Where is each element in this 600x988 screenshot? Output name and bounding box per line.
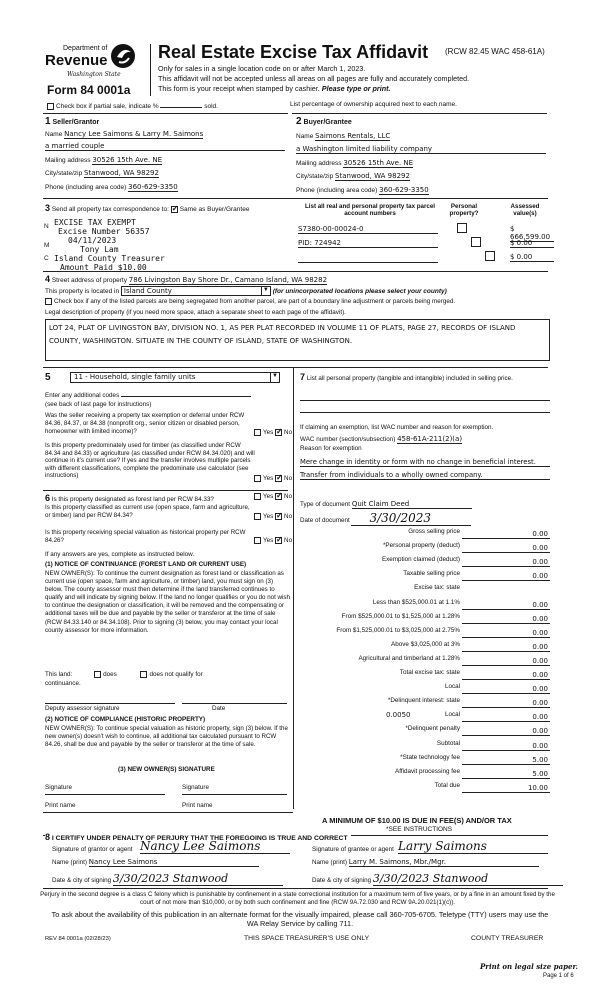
tax-row-value[interactable]: 5.00 bbox=[532, 755, 548, 764]
seller-heading: 1 Seller/Grantor bbox=[45, 116, 100, 127]
tax-row-value[interactable]: 0.00 bbox=[532, 685, 548, 694]
if-yes-note: If any answers are yes, complete as instructed below. bbox=[45, 551, 195, 558]
local-rate: 0.0050 bbox=[386, 711, 411, 719]
tax-row-value[interactable]: 0.00 bbox=[532, 741, 548, 750]
tax-row-value[interactable]: 0.00 bbox=[532, 572, 548, 581]
parcel-number-2[interactable]: PID: 724942 bbox=[298, 239, 438, 248]
partial-sale-checkbox[interactable] bbox=[47, 103, 54, 110]
historic-no-checkbox[interactable] bbox=[275, 537, 282, 544]
tax-row-label: *State technology fee bbox=[400, 753, 460, 761]
minimum-due: A MINIMUM OF $10.00 IS DUE IN FEE(S) AND/OR TAX bbox=[322, 816, 512, 825]
notice3-title: (3) NEW OWNER(S) SIGNATURE bbox=[118, 766, 215, 773]
tax-row-label: Gross selling price bbox=[408, 528, 460, 535]
grantor-printed-name[interactable]: Nancy Lee Saimons bbox=[89, 858, 259, 867]
alt-format-note: To ask about the availability of this publication in an alternate format for the visually impaired, please call 360-705-6705. Teletype (TTY) users may use the WA Relay Service by calling 711. bbox=[51, 910, 549, 928]
tax-row bbox=[300, 641, 550, 652]
tax-row-value[interactable]: 0.00 bbox=[532, 671, 548, 679]
county-treasurer: COUNTY TREASURER bbox=[471, 935, 544, 942]
codes-note: (see back of last page for instructions) bbox=[45, 401, 152, 408]
grantee-signature[interactable]: Larry Saimons bbox=[398, 839, 548, 854]
exemption-note: If claiming an exemption, list WAC number and reason for exemption. bbox=[300, 424, 494, 431]
sec6-q1-answer: Yes ✓ No bbox=[254, 493, 292, 500]
tax-row-value[interactable]: 0.00 bbox=[532, 727, 548, 736]
tax-row-label: Exemption claimed (deduct) bbox=[381, 556, 460, 564]
q1-no-checkbox[interactable] bbox=[275, 429, 282, 436]
buyer-city-row: City/state/zip Stanwood, WA 98292 bbox=[296, 172, 410, 180]
historic-yes-checkbox[interactable] bbox=[254, 537, 261, 544]
seller-name2[interactable]: a married couple bbox=[45, 142, 285, 151]
tax-row-label: Above $3,025,000 at 3% bbox=[391, 640, 460, 648]
partial-sale-row: Check box if partial sale, indicate % sold. bbox=[47, 103, 218, 110]
buyer-name[interactable]: Saimons Rentals, LLC bbox=[315, 132, 391, 140]
assessed-value-2[interactable]: $ 0.00 bbox=[510, 239, 554, 248]
grantee-date-city[interactable]: 3/30/2023 Stanwood bbox=[373, 872, 563, 886]
seller-mail-row: Mailing address 30526 15th Ave. NE bbox=[45, 156, 163, 164]
tax-row bbox=[300, 669, 550, 680]
current-use-no-checkbox[interactable] bbox=[275, 513, 282, 520]
deputy-date-label: Date bbox=[212, 705, 226, 712]
tax-row-value[interactable]: 0.00 bbox=[532, 713, 548, 722]
notice1-text: NEW OWNER(S): To continue the current designation as forest land or classification as current use (open space, farm and agriculture, or timber) land, you must sign on (3) below. The county assessor must then determine if the land transferred continues to qualify and will indicate by signing below. If the land no longer qualifies or you do not wish to continue the designation or classification, it will be removed and the compensating or additional taxes will be due and payable by the seller or transferor at the time of sale (RCW 84.33.140 or 84.34.108). Prior to signing (3) below, you may contact your local county assessor for more information. bbox=[45, 570, 290, 634]
tax-row-label: *Delinquent penalty bbox=[405, 725, 460, 733]
doc-date-row: Date of document 3/30/2023 bbox=[300, 511, 471, 526]
sec6-q2-answer: Yes ✓ No bbox=[254, 513, 292, 520]
tax-row-label: Excise tax: state bbox=[414, 584, 460, 592]
tax-row bbox=[300, 584, 550, 595]
tax-row-label: Taxable selling price bbox=[403, 570, 460, 578]
new-owner-sig-labels: Signature Signature bbox=[45, 784, 209, 791]
grantor-signature[interactable]: Nancy Lee Saimons bbox=[140, 839, 290, 854]
tax-row bbox=[300, 627, 550, 638]
buyer-phone[interactable]: 360-629-3350 bbox=[379, 186, 429, 194]
tax-row bbox=[300, 754, 550, 765]
see-instructions: *SEE INSTRUCTIONS bbox=[386, 826, 453, 833]
tax-row bbox=[300, 528, 550, 539]
reason-line1[interactable]: Mere change in identity or form with no change in beneficial interest. bbox=[300, 458, 536, 466]
tax-row-label: From $525,000.01 to $1,525,000 at 1.28% bbox=[341, 612, 460, 620]
parcel-number-1[interactable]: S7380-00-00024-0 bbox=[298, 225, 438, 234]
perjury-note: Perjury in the second degree is a class C felony which is punishable by confinement in a state correctional institution for a maximum term of five years, or by a fine in an amount fixed by the court of not more than $10,000, or by both such confinement and fine (RCW 9A.72.030 and RCW 9A.20.021(1)(c)). bbox=[40, 891, 555, 906]
wac-number[interactable]: 458-61A-211(2)(a) bbox=[397, 435, 463, 443]
dept-logo-text: Revenue bbox=[45, 52, 108, 69]
dept-state: Washington State bbox=[67, 71, 121, 78]
tax-row-value[interactable]: 0.00 bbox=[532, 656, 548, 665]
document-type[interactable]: Quit Claim Deed bbox=[352, 500, 472, 509]
q2-no-checkbox[interactable] bbox=[275, 475, 282, 482]
sec5-q1: Was the seller receiving a property tax exemption or deferral under RCW 84.36, 84.37, or 84.38 (nonprofit org., senior citizen or disabled person, homeowner with limited income)? bbox=[45, 412, 245, 435]
buyer-mail-row: Mailing address 30526 15th Ave. NE bbox=[296, 159, 414, 167]
grantor-sig-row: Signature of grantor or agent bbox=[52, 846, 133, 853]
tax-row bbox=[300, 599, 550, 610]
dropdown-arrow-icon: ▼ bbox=[270, 373, 279, 382]
tax-row-value[interactable]: 0.00 bbox=[532, 614, 548, 623]
grantee-name-row: Name (print) Larry M. Saimons, Mbr./Mgr. bbox=[312, 858, 539, 867]
rev-number: REV 84 0001a (02/28/23) bbox=[45, 936, 111, 942]
county-select[interactable]: Island County ▼ bbox=[121, 286, 271, 296]
section3-left-letters: N M C bbox=[44, 223, 50, 262]
seller-name[interactable]: Nancy Lee Saimons & Larry M. Saimons bbox=[64, 130, 204, 138]
q1-yes-checkbox[interactable] bbox=[254, 429, 261, 436]
document-date[interactable]: 3/30/2023 bbox=[351, 511, 471, 526]
tax-row-label: *Personal property (deduct) bbox=[382, 542, 460, 550]
tax-row-value[interactable]: 0.00 bbox=[532, 600, 548, 609]
legal-label: Legal description of property (if you need more space, attach a separate sheet to each page of the affidavit). bbox=[45, 309, 346, 316]
tax-row bbox=[300, 711, 550, 722]
sec6-q1: 6 Is this property designated as forest land per RCW 84.33? bbox=[45, 493, 214, 503]
certify-statement: 8 I CERTIFY UNDER PENALTY OF PERJURY THAT THE FOREGOING IS TRUE AND CORRECT bbox=[45, 832, 351, 842]
tax-row-value[interactable]: 0.00 bbox=[532, 699, 548, 708]
land-does-not-checkbox[interactable] bbox=[140, 671, 147, 678]
buyer-name2[interactable]: a Washington limited liability company bbox=[296, 145, 546, 154]
tax-row bbox=[300, 556, 550, 567]
tax-row-label: Subtotal bbox=[436, 739, 460, 747]
treasurer-space: THIS SPACE TREASURER'S USE ONLY bbox=[244, 935, 370, 942]
form-rcw: (RCW 82.45 WAC 458-61A) bbox=[445, 47, 545, 56]
grantee-printed-name[interactable]: Larry M. Saimons, Mbr./Mgr. bbox=[349, 858, 539, 867]
current-use-yes-checkbox[interactable] bbox=[254, 513, 261, 520]
use-code-select[interactable]: 11 - Household, single family units ▼ bbox=[70, 372, 280, 383]
tax-row-label: Agricultural and timberland at 1.28% bbox=[358, 654, 460, 662]
grantor-date-city[interactable]: 3/30/2023 Stanwood bbox=[113, 872, 283, 886]
page-number: Page 1 of 6 bbox=[543, 973, 574, 979]
tax-row-value[interactable]: 0.00 bbox=[532, 642, 548, 651]
segregated-row: Check box if any of the listed parcels are being segregated from another parcel, are part of a boundary line adjustment or parcels being merged. bbox=[45, 298, 455, 305]
grantee-date-row: Date & city of signing 3/30/2023 Stanwood bbox=[312, 872, 563, 886]
sec5-q2-answer: Yes ✓ No bbox=[254, 475, 292, 482]
dept-line1: Department of bbox=[63, 45, 108, 52]
tax-row-label: Local bbox=[444, 683, 460, 691]
tax-row-value[interactable]: 0.00 bbox=[532, 628, 548, 637]
street-address[interactable]: 786 Livingston Bay Shore Dr., Camano Island, WA 98282 bbox=[128, 276, 328, 284]
sec6-q3: Is this property receiving special valuation as historical property per RCW 84.26? bbox=[45, 529, 246, 544]
buyer-heading: 2 Buyer/Grantee bbox=[296, 116, 352, 127]
segregated-checkbox[interactable] bbox=[45, 298, 52, 305]
form-number: Form 84 0001a bbox=[47, 83, 131, 97]
buyer-mail[interactable]: 30526 15th Ave. NE bbox=[343, 159, 414, 167]
ownership-note: List percentage of ownership acquired next to each name. bbox=[290, 101, 457, 108]
personal-checkbox-3[interactable] bbox=[485, 251, 495, 261]
notice2-text: NEW OWNER(S): To continue special valuation as historic property, sign (3) below. If the new owner(s) doesn't wish to continue, all additional tax calculated pursuant to RCW 84.26, shall be due and payable by the seller or transferor at the time of sale. bbox=[45, 725, 288, 749]
grantor-name-row: Name (print) Nancy Lee Saimons bbox=[52, 858, 259, 867]
tax-row bbox=[300, 613, 550, 624]
sec5-q1-answer: Yes ✓ No bbox=[254, 429, 292, 436]
tax-row bbox=[300, 683, 550, 694]
grantee-sig-row: Signature of grantee or agent bbox=[312, 846, 394, 853]
tax-row bbox=[300, 782, 550, 793]
seller-mail[interactable]: 30526 15th Ave. NE bbox=[92, 156, 163, 164]
tax-row-label: Local bbox=[444, 711, 460, 719]
street-row: 4 Street address of property 786 Livingston Bay Shore Dr., Camano Island, WA 98282 bbox=[45, 274, 328, 284]
tax-row-value[interactable]: 5.00 bbox=[532, 769, 548, 778]
header-line1: Only for sales in a single location code on or after March 1, 2023. bbox=[158, 64, 366, 73]
tax-row-value[interactable]: 0.00 bbox=[532, 558, 548, 567]
forest-yes-checkbox[interactable] bbox=[254, 493, 261, 500]
tax-row bbox=[300, 740, 550, 751]
tax-row-label: From $1,525,000.01 to $3,025,000 at 2.75% bbox=[336, 626, 460, 634]
tax-row bbox=[300, 655, 550, 666]
tax-row-label: Affidavit processing fee bbox=[395, 767, 460, 775]
tax-row-label: Total excise tax: state bbox=[399, 669, 460, 676]
dropdown-arrow-icon: ▼ bbox=[261, 287, 270, 295]
tax-row bbox=[300, 542, 550, 553]
parcel-number-3[interactable] bbox=[298, 253, 438, 263]
legal-description[interactable]: LOT 24, PLAT OF LIVINGSTON BAY, DIVISION NO. 1, AS PER PLAT RECORDED IN VOLUME 11 OF PLATS, PAGE 27, RECORDS OF ISLAND COUNTY, WASHINGTON. SITUATE IN THE COUNTY OF ISLAND, STATE OF WASHINGTON. bbox=[45, 319, 550, 361]
legal-size-note: Print on legal size paper. bbox=[480, 962, 578, 971]
continuance-label: continuance. bbox=[45, 680, 81, 687]
section5-num: 5 bbox=[45, 372, 51, 383]
land-does-checkbox[interactable] bbox=[94, 671, 101, 678]
tax-row-label: Total due bbox=[434, 781, 460, 789]
tax-row bbox=[300, 570, 550, 581]
notice2-title: (2) NOTICE OF COMPLIANCE (HISTORIC PROPERTY) bbox=[45, 716, 206, 723]
sec7-label: 7 List all personal property (tangible and intangible) included in selling price. bbox=[300, 372, 513, 382]
tax-row bbox=[300, 697, 550, 708]
same-as-buyer-checkbox[interactable] bbox=[171, 206, 178, 213]
buyer-name-row: Name Saimons Rentals, LLC bbox=[296, 132, 391, 140]
correspondence-row: 3 Send all property tax correspondence to: ✓ Same as Buyer/Grantee bbox=[45, 203, 249, 213]
new-owner-print-labels: Print name Print name bbox=[45, 802, 213, 809]
swirl-icon bbox=[109, 42, 137, 72]
tax-row bbox=[300, 768, 550, 779]
buyer-city[interactable]: Stanwood, WA 98292 bbox=[335, 172, 410, 180]
exempt-stamp: EXCISE TAX EXEMPT Excise Number 56357 04/11/2023 Tony Lam Island County Treasurer Amount Paid $10.00 bbox=[54, 218, 165, 272]
grantor-date-row: Date & city of signing 3/30/2023 Stanwood bbox=[52, 872, 283, 886]
seller-city-row: City/state/zip Stanwood, WA 98292 bbox=[45, 169, 159, 177]
header-line3: This form is your receipt when stamped by cashier. Please type or print. bbox=[158, 84, 391, 93]
tax-row-value[interactable]: 0.00 bbox=[532, 544, 548, 553]
seller-name-row: Name Nancy Lee Saimons & Larry M. Saimons bbox=[45, 130, 204, 138]
personal-header: Personal property? bbox=[449, 203, 479, 217]
deputy-sig-label: Deputy assessor signature bbox=[45, 705, 120, 712]
land-qualify-row: This land: does does not qualify for bbox=[45, 671, 203, 679]
parcel-header: List all real and personal property tax parcel account numbers bbox=[305, 203, 435, 217]
sec6-q2: Is this property classified as current use (open space, farm and agriculture, or timber) land per RCW 84.34? bbox=[45, 504, 250, 519]
seller-city[interactable]: Stanwood, WA 98292 bbox=[84, 169, 159, 177]
codes-row: Enter any additional codes bbox=[45, 392, 285, 399]
seller-phone-row: Phone (including area code) 360-629-3350 bbox=[45, 183, 178, 191]
located-row: This property is located in Island County ▼ (for unincorporated locations please select your county) bbox=[45, 287, 447, 295]
form-title: Real Estate Excise Tax Affidavit bbox=[158, 42, 429, 62]
notice1-title: (1) NOTICE OF CONTINUANCE (FOREST LAND OR CURRENT USE) bbox=[45, 561, 247, 568]
reason-label: Reason for exemption bbox=[300, 445, 362, 452]
tax-row-label: *Delinquent interest: state bbox=[387, 697, 460, 705]
tax-row-value[interactable]: 0.00 bbox=[532, 530, 548, 538]
personal-checkbox-1[interactable] bbox=[457, 223, 467, 233]
sec6-q3-answer: Yes ✓ No bbox=[254, 537, 292, 544]
assessed-value-3[interactable]: $ 0.00 bbox=[510, 253, 554, 262]
forest-no-checkbox[interactable] bbox=[275, 493, 282, 500]
assessed-header: Assessed value(s) bbox=[510, 203, 540, 217]
assessed-value-1[interactable]: $ 666,599.00 bbox=[510, 225, 554, 242]
q2-yes-checkbox[interactable] bbox=[254, 475, 261, 482]
doc-type-row: Type of document Quit Claim Deed bbox=[300, 500, 472, 509]
tax-row-value[interactable]: 10.00 bbox=[527, 783, 548, 792]
tax-row bbox=[300, 725, 550, 736]
tax-row-label: Less than $525,000.01 at 1.1% bbox=[372, 598, 460, 606]
header-line2: This affidavit will not be accepted unless all areas on all pages are fully and accurately completed. bbox=[158, 74, 470, 83]
sec5-q2: Is this property predominately used for timber (as classified under RCW 84.34 and 84.33) or agriculture (as classified under RCW 84.34.020) and will continue in it's current use? If yes and the transfer involves multiple parcels with different classifications, complete the predominate use calculator (see instructions) bbox=[45, 442, 255, 479]
seller-phone[interactable]: 360-629-3350 bbox=[128, 183, 178, 191]
buyer-phone-row: Phone (including area code) 360-629-3350 bbox=[296, 186, 429, 194]
personal-checkbox-2[interactable] bbox=[471, 237, 481, 247]
reason-line2[interactable]: Transfer from individuals to a wholly owned company. bbox=[300, 471, 483, 479]
wac-row: WAC number (section/subsection) 458-61A-211(2)(a) bbox=[300, 435, 463, 443]
